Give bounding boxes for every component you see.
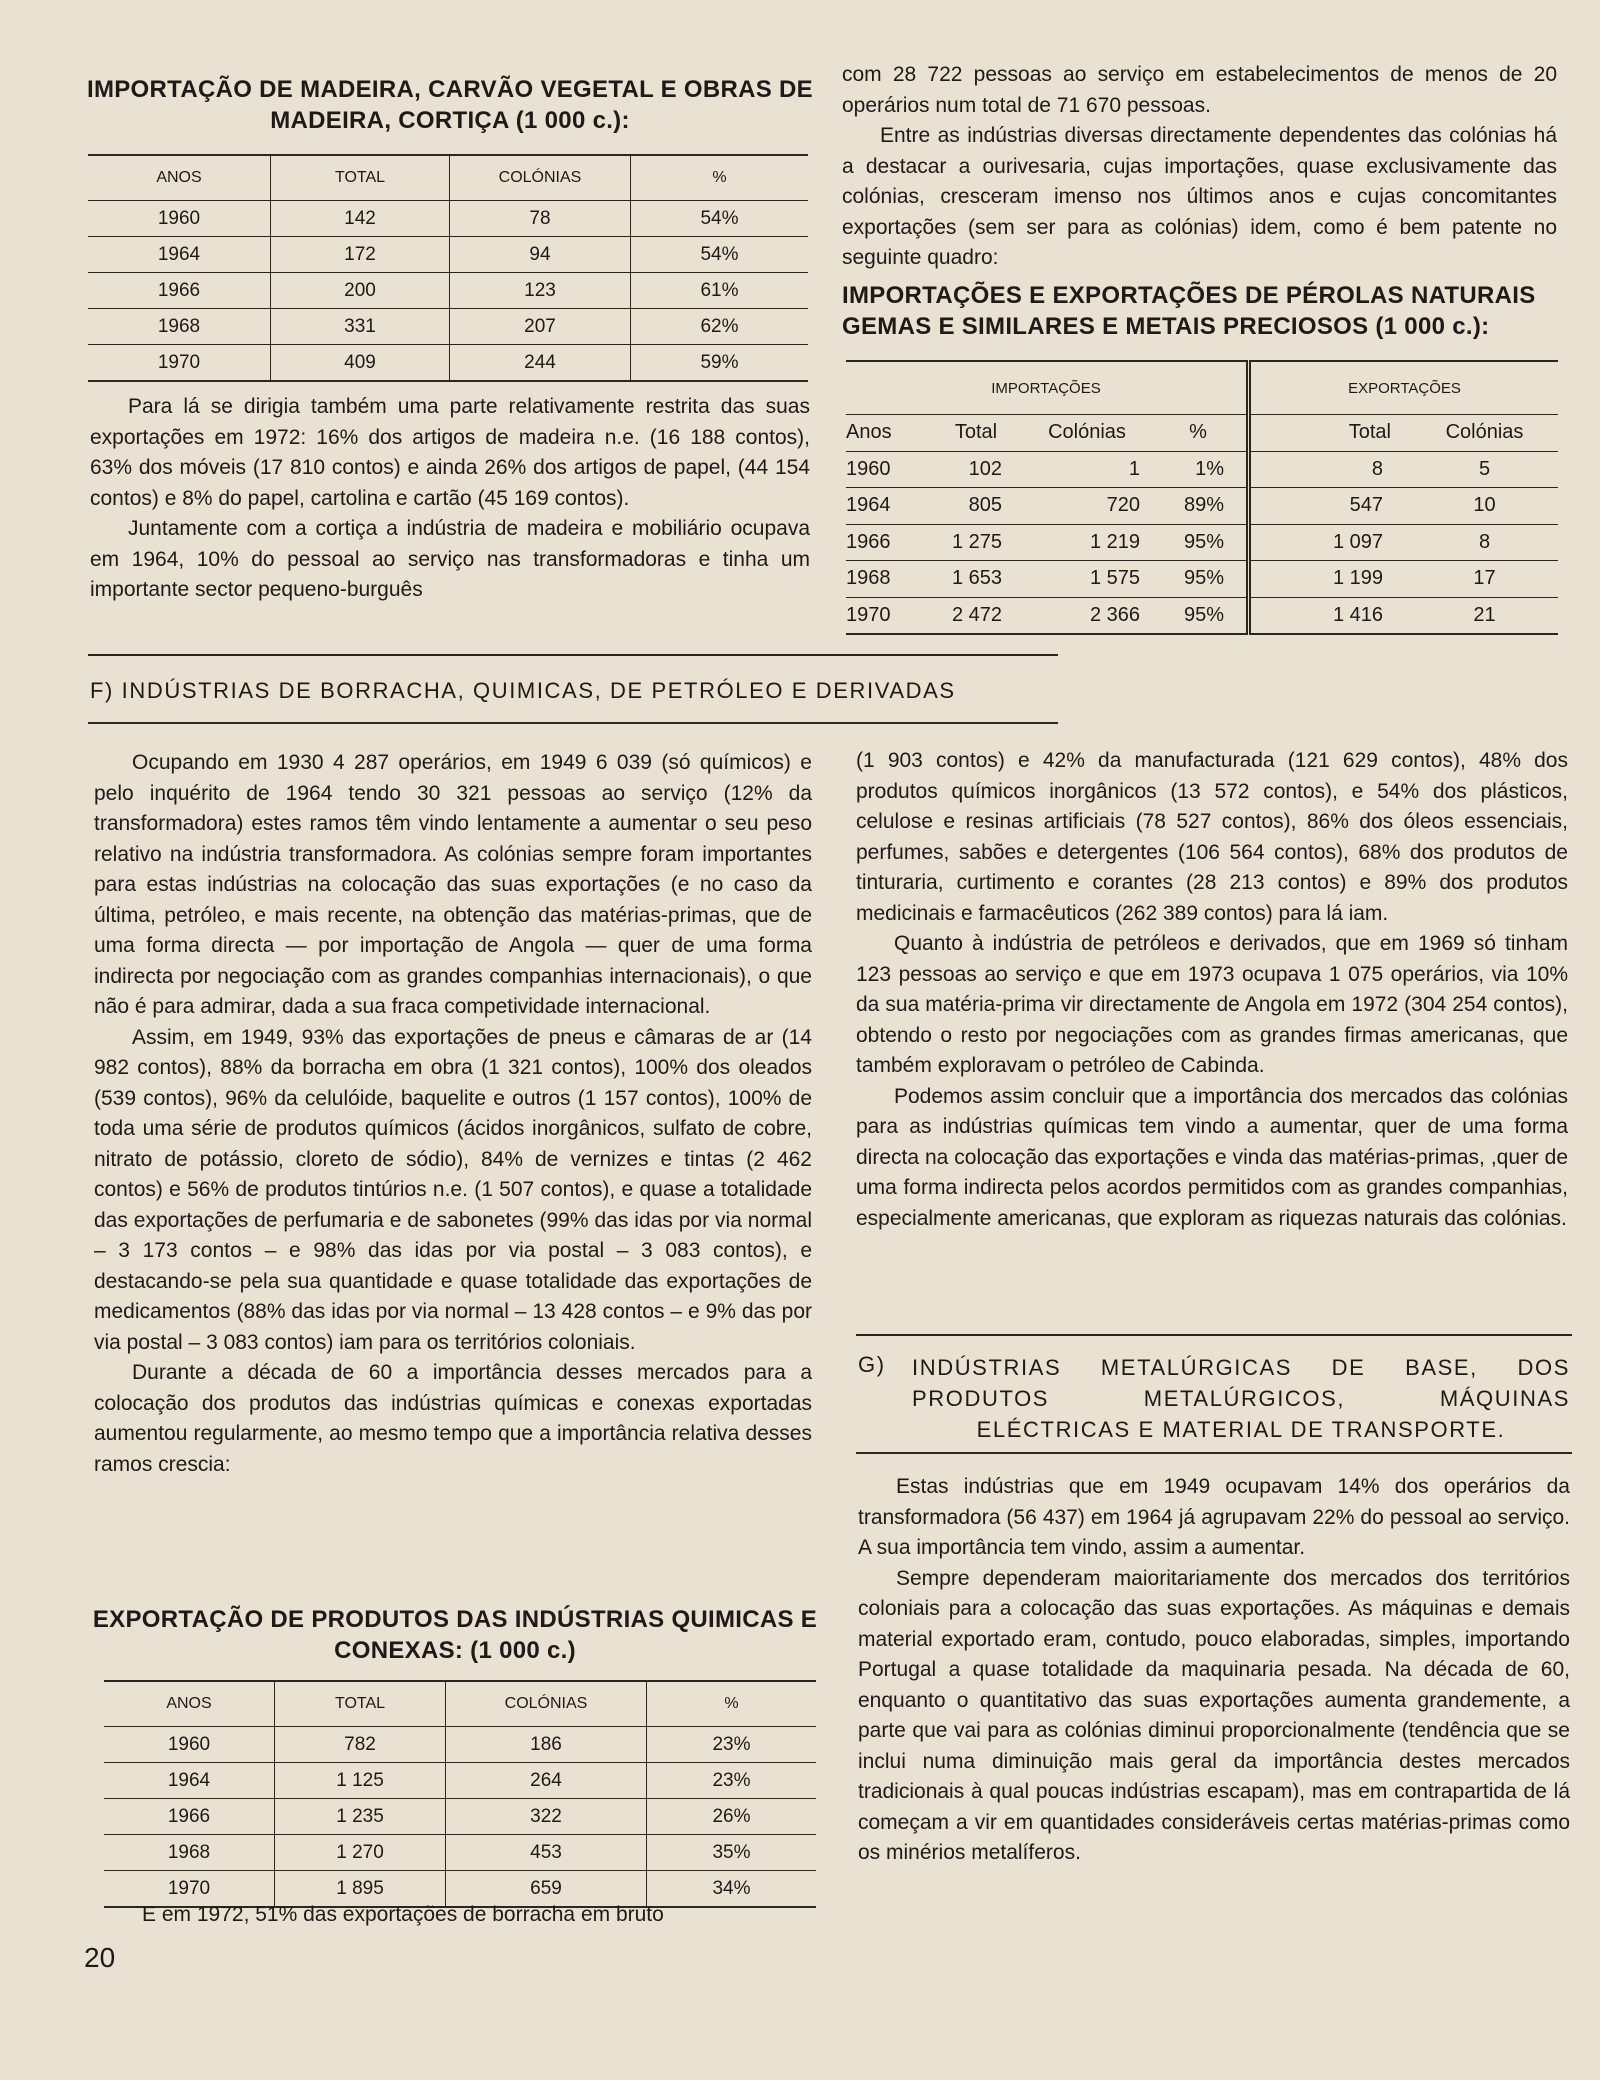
col-header: COLÓNIAS [446, 1681, 647, 1727]
table-cell: 409 [271, 345, 450, 382]
table-cell: 61% [631, 273, 809, 309]
table-cell: 1 653 [928, 561, 1024, 598]
heading-line: INDÚSTRIAS METALÚRGICAS DE BASE, DOS [912, 1355, 1570, 1380]
table-cell: 1 125 [275, 1763, 446, 1799]
table-cell: 17 [1411, 561, 1558, 598]
table-cell: 1964 [846, 488, 928, 525]
table-cell: 95% [1150, 561, 1249, 598]
col-header: TOTAL [275, 1681, 446, 1727]
table-cell: 1% [1150, 451, 1249, 488]
exports-group-header: EXPORTAÇÕES [1249, 361, 1559, 415]
col-header: COLÓNIAS [450, 155, 631, 201]
table-cell: 142 [271, 201, 450, 237]
table-cell: 1 199 [1249, 561, 1412, 598]
chem-table-body [104, 1727, 816, 1908]
col-header: Colónias [1411, 415, 1558, 452]
table-row [88, 345, 808, 382]
pearls-table-title: IMPORTAÇÕES E EXPORTAÇÕES DE PÉROLAS NATURAIS GEMAS E SIMILARES E METAIS PRECIOSOS (1 000 c.): [842, 282, 1536, 340]
table-cell: 1 895 [275, 1871, 446, 1908]
table-cell: 8 [1249, 451, 1412, 488]
table-cell: 78 [450, 201, 631, 237]
table-cell: 453 [446, 1835, 647, 1871]
col-header: % [647, 1681, 817, 1727]
table-row [88, 201, 808, 237]
page-number: 20 [84, 1942, 116, 1973]
paragraph: Para lá se dirigia também uma parte relativamente restrita das suas exportações em 1972: 16% dos artigos de madeira n.e. (16 188 contos), 63% dos móveis (17 810 contos) e ainda 26% dos artigos de papel, (44 154 contos) e 8% do papel, cartolina e cartão (45 169 contos). [90, 395, 810, 510]
table-cell: 21 [1411, 597, 1558, 634]
table-cell: 23% [647, 1727, 817, 1763]
left-top-text [90, 392, 810, 606]
table-row [846, 597, 1558, 634]
pearls-table [846, 360, 1558, 635]
paragraph: Durante a década de 60 a importância desses mercados para a colocação dos produtos das indústrias químicas e conexas exportadas aumentou regularmente, ao mesmo tempo que a importância relativa desses ramos crescia: [94, 1361, 812, 1476]
col-header: % [1150, 415, 1249, 452]
table-cell: 1960 [104, 1727, 275, 1763]
divider [856, 1334, 1572, 1336]
table-cell: 1968 [104, 1835, 275, 1871]
table-row [104, 1727, 816, 1763]
table-cell: 54% [631, 201, 809, 237]
col-header: ANOS [104, 1681, 275, 1727]
table-cell: 1 097 [1249, 524, 1412, 561]
wood-table-title: IMPORTAÇÃO DE MADEIRA, CARVÃO VEGETAL E OBRAS DE MADEIRA, CORTIÇA (1 000 c.): [86, 76, 813, 134]
table-row [88, 273, 808, 309]
table-cell: 1966 [88, 273, 271, 309]
table-cell: 54% [631, 237, 809, 273]
chem-export-table [104, 1680, 816, 1908]
table-cell: 10 [1411, 488, 1558, 525]
table-row [846, 451, 1558, 488]
table-cell: 322 [446, 1799, 647, 1835]
table-cell: 1968 [846, 561, 928, 598]
table-cell: 102 [928, 451, 1024, 488]
table-cell: 172 [271, 237, 450, 273]
table-cell: 2 472 [928, 597, 1024, 634]
table-cell: 5 [1411, 451, 1558, 488]
table-cell: 244 [450, 345, 631, 382]
table-cell: 1960 [88, 201, 271, 237]
table-cell: 805 [928, 488, 1024, 525]
table-row [846, 524, 1558, 561]
table-row [846, 561, 1558, 598]
table-cell: 1970 [846, 597, 928, 634]
table-cell: 26% [647, 1799, 817, 1835]
table-row [88, 237, 808, 273]
table-cell: 62% [631, 309, 809, 345]
paragraph: Quanto à indústria de petróleos e derivados, que em 1969 só tinham 123 pessoas ao serviço e que em 1973 ocupava 1 075 operários, via 10% da sua matéria-prima vir directamente de Angola em 1972 (304 254 contos), obtendo o resto por negociações com as grandes firmas americanas, que também exploravam o petróleo de Cabinda. [856, 932, 1568, 1077]
table-cell: 95% [1150, 597, 1249, 634]
right-top-text [842, 60, 1557, 274]
divider [856, 1452, 1572, 1454]
divider [88, 654, 1058, 656]
table-cell: 1 [1024, 451, 1150, 488]
col-header: Total [1249, 415, 1412, 452]
table-cell: 1970 [104, 1871, 275, 1908]
chem-table-title: EXPORTAÇÃO DE PRODUTOS DAS INDÚSTRIAS QUIMICAS E CONEXAS: (1 000 c.) [92, 1606, 818, 1664]
section-f-heading: F) INDÚSTRIAS DE BORRACHA, QUIMICAS, DE PETRÓLEO E DERIVADAS [90, 678, 956, 703]
table-row [104, 1763, 816, 1799]
heading-line: PRODUTOS METALÚRGICOS, MÁQUINAS [912, 1386, 1570, 1411]
table-cell: 35% [647, 1835, 817, 1871]
section-f-left-text [94, 748, 812, 1480]
heading-line: ELÉCTRICAS E MATERIAL DE TRANSPORTE. [976, 1417, 1506, 1442]
table-row [846, 488, 1558, 525]
table-cell: 1 275 [928, 524, 1024, 561]
table-cell: 331 [271, 309, 450, 345]
section-f-left-tail [104, 1900, 824, 1931]
paragraph: Podemos assim concluir que a importância dos mercados das colónias para as indústrias químicas tem vindo a aumentar, quer de uma forma directa na colocação das exportações e vinda das matérias-primas, ,quer de uma forma indirecta pelos acordos permitidos com as grandes companhias, especialmente americanas, que exploram as riquezas naturais das colónias. [856, 1084, 1568, 1230]
paragraph: Entre as indústrias diversas directamente dependentes das colónias há a destacar a ourivesaria, cujas importações, quase exclusivamente das colónias, cresceram imenso nos últimos anos e cujas concomitantes exportações (sem ser para as colónias) idem, como é bem patente no seguinte quadro: [842, 124, 1557, 269]
table-cell: 1964 [104, 1763, 275, 1799]
paragraph: (1 903 contos) e 42% da manufacturada (121 629 contos), 48% dos produtos químicos inorgânicos (13 572 contos), e 54% dos plásticos, celulose e resinas artificiais (78 527 contos), 86% dos óleos essenciais, perfumes, sabões e detergentes (106 564 contos), 68% dos produtos de tinturaria, curtimento e corantes (28 213 contos) e 89% dos produtos medicinais e farmacêuticos (262 389 contos) para lá iam. [856, 749, 1568, 925]
paragraph: Assim, em 1949, 93% das exportações de pneus e câmaras de ar (14 982 contos), 88% da borracha em obra (1 321 contos), 100% dos oleados (539 contos), 96% da celulóide, baquelite e outros (1 157 contos), 100% de toda uma série de produtos químicos (ácidos inorgânicos, sulfato de cobre, nitrato de potássio, cloreto de sódio), 84% de vernizes e tintas (2 462 contos) e 56% de produtos tintúrios n.e. (1 507 contos), e quase a totalidade das exportações de perfumaria e de sabonetes (99% das idas por via normal – 3 173 contos – e 98% das idas por via postal – 3 083 contos), e destacando-se pela sua quantidade e quase totalidade das exportações de medicamentos (88% das idas por via normal – 13 428 contos – e 9% das por via postal – 3 083 contos) iam para os territórios coloniais. [94, 1025, 812, 1354]
table-cell: 95% [1150, 524, 1249, 561]
table-cell: 1 575 [1024, 561, 1150, 598]
col-header: % [631, 155, 809, 201]
table-cell: 782 [275, 1727, 446, 1763]
wood-table-body [88, 201, 808, 382]
table-cell: 1 270 [275, 1835, 446, 1871]
section-g-text [858, 1472, 1570, 1869]
table-cell: 659 [446, 1871, 647, 1908]
paragraph: com 28 722 pessoas ao serviço em estabelecimentos de menos de 20 operários num total de 71 670 pessoas. [842, 63, 1557, 117]
table-cell: 59% [631, 345, 809, 382]
table-cell: 123 [450, 273, 631, 309]
imports-group-header: IMPORTAÇÕES [846, 361, 1249, 415]
col-header: TOTAL [271, 155, 450, 201]
table-cell: 1960 [846, 451, 928, 488]
paragraph: Ocupando em 1930 4 287 operários, em 1949 6 039 (só químicos) e pelo inquérito de 1964 tendo 30 321 pessoas ao serviço (12% da transformadora) estes ramos têm vindo lentamente a aumentar o seu peso relativo na indústria transformadora. As colónias sempre foram importantes para estas indústrias na colocação das suas exportações (e no caso da última, petróleo, e mais recente, na obtenção das matérias-primas, que de uma forma directa — por importação de Angola — quer de uma forma indirecta por negociação com as grandes companhias internacionais), o que não é para admirar, dada a sua fraca competividade internacional. [94, 751, 812, 1018]
section-g-label: G) [858, 1352, 886, 1377]
table-row [104, 1799, 816, 1835]
paragraph: Juntamente com a cortiça a indústria de madeira e mobiliário ocupava em 1964, 10% do pessoal ao serviço nas transformadoras e tinha um importante sector pequeno-burguês [90, 517, 810, 601]
paragraph: E em 1972, 51% das exportações de borracha em bruto [142, 1903, 664, 1926]
table-cell: 1966 [846, 524, 928, 561]
section-g-heading [912, 1352, 1570, 1445]
table-cell: 2 366 [1024, 597, 1150, 634]
col-header: Total [928, 415, 1024, 452]
table-cell: 23% [647, 1763, 817, 1799]
paragraph: Estas indústrias que em 1949 ocupavam 14% dos operários da transformadora (56 437) em 1964 já agrupavam 22% do pessoal ao serviço. A sua importância tem vindo, assim a aumentar. [858, 1475, 1570, 1559]
table-row [104, 1835, 816, 1871]
table-cell: 207 [450, 309, 631, 345]
table-cell: 1 235 [275, 1799, 446, 1835]
table-cell: 94 [450, 237, 631, 273]
section-f-right-text [856, 746, 1568, 1234]
table-cell: 1970 [88, 345, 271, 382]
col-header: Colónias [1024, 415, 1150, 452]
table-cell: 89% [1150, 488, 1249, 525]
table-cell: 1 416 [1249, 597, 1412, 634]
pearls-table-body [846, 451, 1558, 634]
paragraph: Sempre dependeram maioritariamente dos mercados dos territórios coloniais para a colocação das suas exportações. As máquinas e demais material exportado eram, contudo, pouco elaboradas, simples, importando Portugal a quase totalidade da maquinaria pesada. Na década de 60, enquanto o quantitativo das suas exportações aumenta grandemente, a parte que vai para as colónias diminui proporcionalmente (tendência que se inclui numa diminuição mais geral da importância destes mercados tradicionais à qual poucas indústrias escapam), mas em contrapartida de lá começam a vir em quantidades consideráveis certas matérias-primas como os minérios metalíferos. [858, 1566, 1570, 1864]
table-cell: 547 [1249, 488, 1412, 525]
col-header: Anos [846, 415, 928, 452]
table-cell: 8 [1411, 524, 1558, 561]
table-cell: 186 [446, 1727, 647, 1763]
table-cell: 720 [1024, 488, 1150, 525]
col-header: ANOS [88, 155, 271, 201]
table-row [88, 309, 808, 345]
table-cell: 200 [271, 273, 450, 309]
divider [88, 722, 1058, 724]
table-cell: 1 219 [1024, 524, 1150, 561]
table-cell: 34% [647, 1871, 817, 1908]
table-cell: 1966 [104, 1799, 275, 1835]
table-cell: 264 [446, 1763, 647, 1799]
table-cell: 1968 [88, 309, 271, 345]
wood-import-table [88, 154, 808, 382]
table-cell: 1964 [88, 237, 271, 273]
